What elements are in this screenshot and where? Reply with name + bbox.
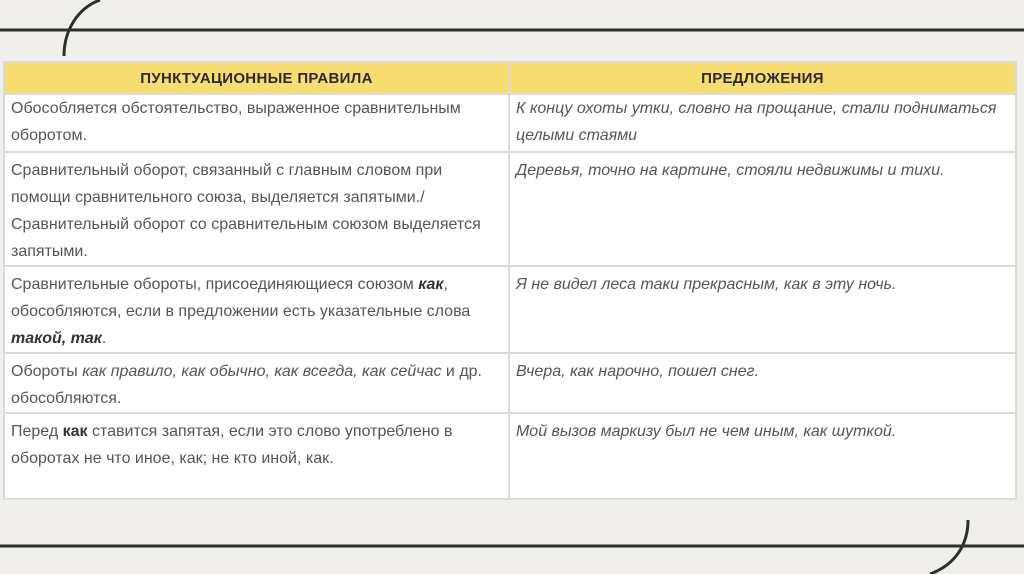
rule-text: .: [101, 330, 107, 347]
example-cell: Я не видел леса таки прекрасным, как в эту ночь.: [510, 267, 1015, 352]
rule-text: и др. обособляются.: [11, 363, 482, 407]
rule-keyword: как правило, как обычно, как всегда, как сейчас: [82, 363, 442, 380]
header-rules: ПУНКТУАЦИОННЫЕ ПРАВИЛА: [5, 63, 508, 93]
rule-text: Перед: [11, 423, 63, 440]
table-row: [5, 354, 1015, 412]
table-header-row: [5, 63, 1015, 93]
rule-cell: Сравнительный оборот, связанный с главным словом при помощи сравнительного союза, выделяется запятыми./ Сравнительный оборот со сравнительным союзом выделяется запятыми.: [5, 153, 508, 265]
rule-text: ставится запятая, если это слово употреблено в оборотах не что иное, как; не кто иной, как.: [11, 423, 453, 467]
top-curve-line: [64, 0, 100, 56]
header-sentences: ПРЕДЛОЖЕНИЯ: [510, 63, 1015, 93]
example-cell: Вчера, как нарочно, пошел снег.: [510, 354, 1015, 412]
rule-keyword: такой, так: [11, 330, 102, 347]
rule-cell: [5, 414, 508, 498]
table-row: [5, 267, 1015, 352]
rule-text: , обособляются, если в предложении есть указательные слова: [11, 276, 471, 320]
rule-cell: [5, 267, 508, 352]
table-row: [5, 95, 1015, 151]
table-row: [5, 414, 1015, 498]
rule-text: Сравнительные обороты, присоединяющиеся союзом: [11, 276, 419, 293]
rule-cell: Обособляется обстоятельство, выраженное сравнительным оборотом.: [5, 95, 508, 151]
table-row: [5, 153, 1015, 265]
rule-keyword: как: [418, 276, 444, 293]
rule-text: Обороты: [11, 363, 83, 380]
example-cell: Деревья, точно на картине, стояли недвижимы и тихи.: [510, 153, 1015, 265]
example-cell: К концу охоты утки, словно на прощание, стали подниматься целыми стаями: [510, 95, 1015, 151]
punctuation-rules-table: [3, 61, 1017, 500]
rule-keyword: как: [62, 423, 88, 440]
example-cell: Мой вызов маркизу был не чем иным, как шуткой.: [510, 414, 1015, 498]
rule-cell: [5, 354, 508, 412]
